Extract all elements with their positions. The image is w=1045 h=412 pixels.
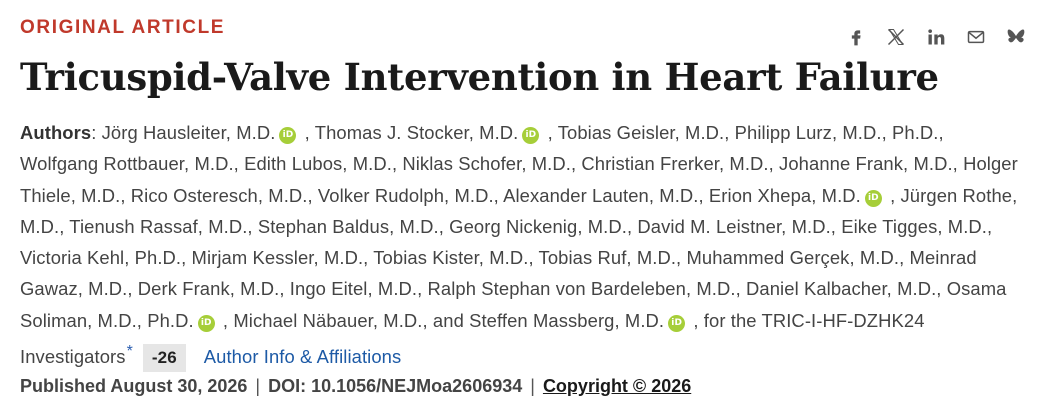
orcid-icon[interactable]: iD [279,127,296,144]
author-segment[interactable]: , for the TRIC-I-HF-DZHK24 Investigators [20,309,925,368]
doi: DOI: 10.1056/NEJMoa2606934 [268,376,523,396]
linkedin-icon[interactable] [925,26,947,48]
author-segment[interactable]: , Jürgen Rothe, M.D., Tienush Rassaf, M.D., Stephan Baldus, M.D., Georg Nickenig, M.D., David M. Leistner, M.D., Eike Tigges, M.D., Victoria Kehl, Ph.D., Mirjam Kessler, M.D., Tobias Kister, M.D., Tobias Ruf, M.D., Muhammed Gerçek, M.D., Meinrad Gawaz, M.D., Derk Frank, M.D., Ingo Eitel, M.D., Ralph Stephan von Bardeleben, M.D., Daniel Kalbacher, M.D., Osama Soliman, M.D., Ph.D. [20,184,1018,331]
publication-meta [20,376,691,397]
orcid-icon[interactable]: iD [668,315,685,332]
author-list [20,117,1025,372]
meta-separator: | [530,376,535,396]
facebook-icon[interactable] [845,26,867,48]
copyright-link[interactable]: Copyright © 2026 [542,376,692,396]
author-segment[interactable]: Jörg Hausleiter, M.D. [101,122,276,143]
authors-colon: : [91,122,97,143]
email-icon[interactable] [965,26,987,48]
author-segment[interactable]: , Tobias Geisler, M.D., Philipp Lurz, M.D., Ph.D., Wolfgang Rottbauer, M.D., Edith Lubos, M.D., Niklas Schofer, M.D., Christian Frerker, M.D., Johanne Frank, M.D., Holger Thiele, M.D., Rico Osteresch, M.D., Volker Rudolph, M.D., Alexander Lauten, M.D., Erion Xhepa, M.D. [20,122,1018,206]
authors-label: Authors [20,122,92,143]
published-date: Published August 30, 2026 [20,376,248,396]
share-toolbar [845,26,1027,48]
bluesky-icon[interactable] [1005,26,1027,48]
orcid-icon[interactable]: iD [865,190,882,207]
orcid-icon[interactable]: iD [198,315,215,332]
investigators-footnote-marker[interactable]: * [126,343,133,361]
author-segment[interactable]: , Michael Näbauer, M.D., and Steffen Massberg, M.D. [222,309,665,331]
article-type-kicker: ORIGINAL ARTICLE [20,17,226,38]
orcid-icon[interactable]: iD [522,127,539,144]
author-info-affiliations-link[interactable]: Author Info & Affiliations [203,346,402,368]
meta-separator: | [255,376,261,396]
x-icon[interactable] [885,26,907,48]
author-segment[interactable]: , Thomas J. Stocker, M.D. [304,122,519,143]
article-title: Tricuspid-Valve Intervention in Heart Failure [20,55,939,99]
collapse-authors-button[interactable]: -26 [143,344,186,372]
